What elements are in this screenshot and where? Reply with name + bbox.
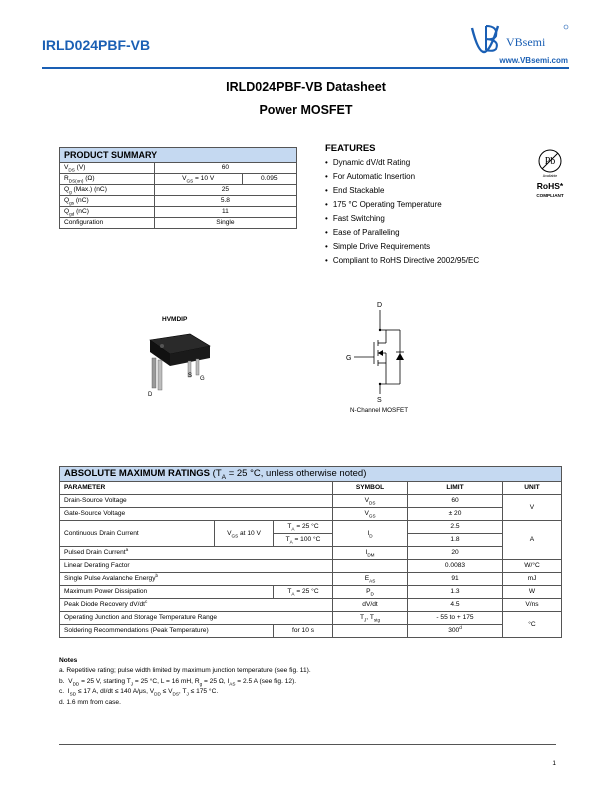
gate-label: G [346,355,352,362]
table-row: Single Pulse Avalanche Energy$^b$ $E_{AS}$ 91 mJ [60,573,562,586]
note-b: b. $V_{DD} = 25$ V, starting $T_J = 25$ °C, L = 16 mH, $R_g = 25$ Ω, $I_{AS} = 2.5$ A (see fig. 12). [59,677,297,687]
rohs-label: RoHS* COMPLIANT [536,181,564,198]
list-item: • End Stackable [325,184,479,198]
package-label: HVMDIP [162,316,188,323]
table-row: Soldering Recommendations (Peak Temperature) for 10 s 300$^d$ [60,625,562,638]
table-row: Gate-Source Voltage $V_{GS}$ ± 20 [60,508,562,521]
schematic-caption: N-Channel MOSFET [350,407,409,414]
table-row: $Q_g$ (Max.) (nC) 25 [60,185,297,196]
table-row: Configuration Single [60,218,297,229]
table-row: $Q_{gs}$ (nC) 5.8 [60,196,297,207]
pin-label-s: S [188,373,193,379]
notes-heading: Notes [59,657,78,664]
table-row: $T_A = 100$ °C 1.8 [60,534,562,547]
list-item: • For Automatic Insertion [325,170,479,184]
header-rule [42,67,569,69]
features-heading: FEATURES [325,143,376,154]
note-a: a. Repetitive rating; pulse width limited by maximum junction temperature (see fig. 11). [59,667,311,675]
vbsemi-logo [468,22,572,56]
package-drawing [138,316,228,398]
part-number: IRLD024PBF-VB [42,37,151,53]
table-row: $R_{DS(on)}$ (Ω) $V_{GS} = 10$ V 0.095 [60,174,297,185]
source-label: S [377,397,382,404]
features-list [325,156,479,268]
note-c: c. $I_{SD} \le 17$ A, dI/dt ≤ 140 A/μs, $V_{DD} \le V_{DS}$, $T_J \le 175$ °C. [59,688,219,697]
notes-section [59,656,311,708]
table-row: Drain-Source Voltage $V_{DS}$ 60 V [60,495,562,508]
footer-rule [59,744,556,745]
website-link[interactable]: www.VBsemi.com [499,56,568,65]
svg-text:Available: Available [542,174,558,178]
logo-text: VBsemi [506,35,546,49]
note-d: d. 1.6 mm from case. [59,698,121,706]
pin-label-g: G [200,376,205,382]
table-row: Peak Diode Recovery $dV/dt^c$ dV/dt 4.5 V/ns [60,599,562,612]
page-number: 1 [552,760,556,767]
table-row: Maximum Power Dissipation $T_A = 25$ °C $P_D$ 1.3 W [60,586,562,599]
table-row: Linear Derating Factor 0.0083 W/°C [60,560,562,573]
drain-label: D [377,302,383,309]
table-header-row: PARAMETER SYMBOL LIMIT UNIT [60,482,562,495]
list-item: • 175 °C Operating Temperature [325,198,479,212]
svg-text:Pb: Pb [544,156,556,167]
table-row: Operating Junction and Storage Temperature Range $T_J$, $T_{stg}$ - 55 to + 175 °C [60,612,562,625]
product-summary-caption: PRODUCT SUMMARY [60,148,297,163]
table-row: $Q_{gd}$ (nC) 11 [60,207,297,218]
table-row: $V_{DS}$ (V) 60 [60,163,297,174]
list-item: • Simple Drive Requirements [325,240,479,254]
pin-label-d: D [148,392,153,398]
document-title: IRLD024PBF-VB Datasheet [226,80,386,94]
absolute-max-ratings-table [59,466,562,638]
document-subtitle: Power MOSFET [259,103,353,117]
table-row: Continuous Drain Current $V_{GS}$ at 10 V $T_A = 25$ °C $I_D$ 2.5 A [60,521,562,534]
list-item: • Fast Switching [325,212,479,226]
product-summary-table [59,147,297,229]
table-row: Pulsed Drain Current$^a$ $I_{DM}$ 20 [60,547,562,560]
list-item: • Ease of Paralleling [325,226,479,240]
mosfet-schematic [340,300,420,404]
list-item: • Dynamic dV/dt Rating [325,156,479,170]
abs-max-caption: ABSOLUTE MAXIMUM RATINGS ($T_A = 25$ °C, unless otherwise noted) [60,467,562,482]
list-item: • Compliant to RoHS Directive 2002/95/EC [325,254,479,268]
